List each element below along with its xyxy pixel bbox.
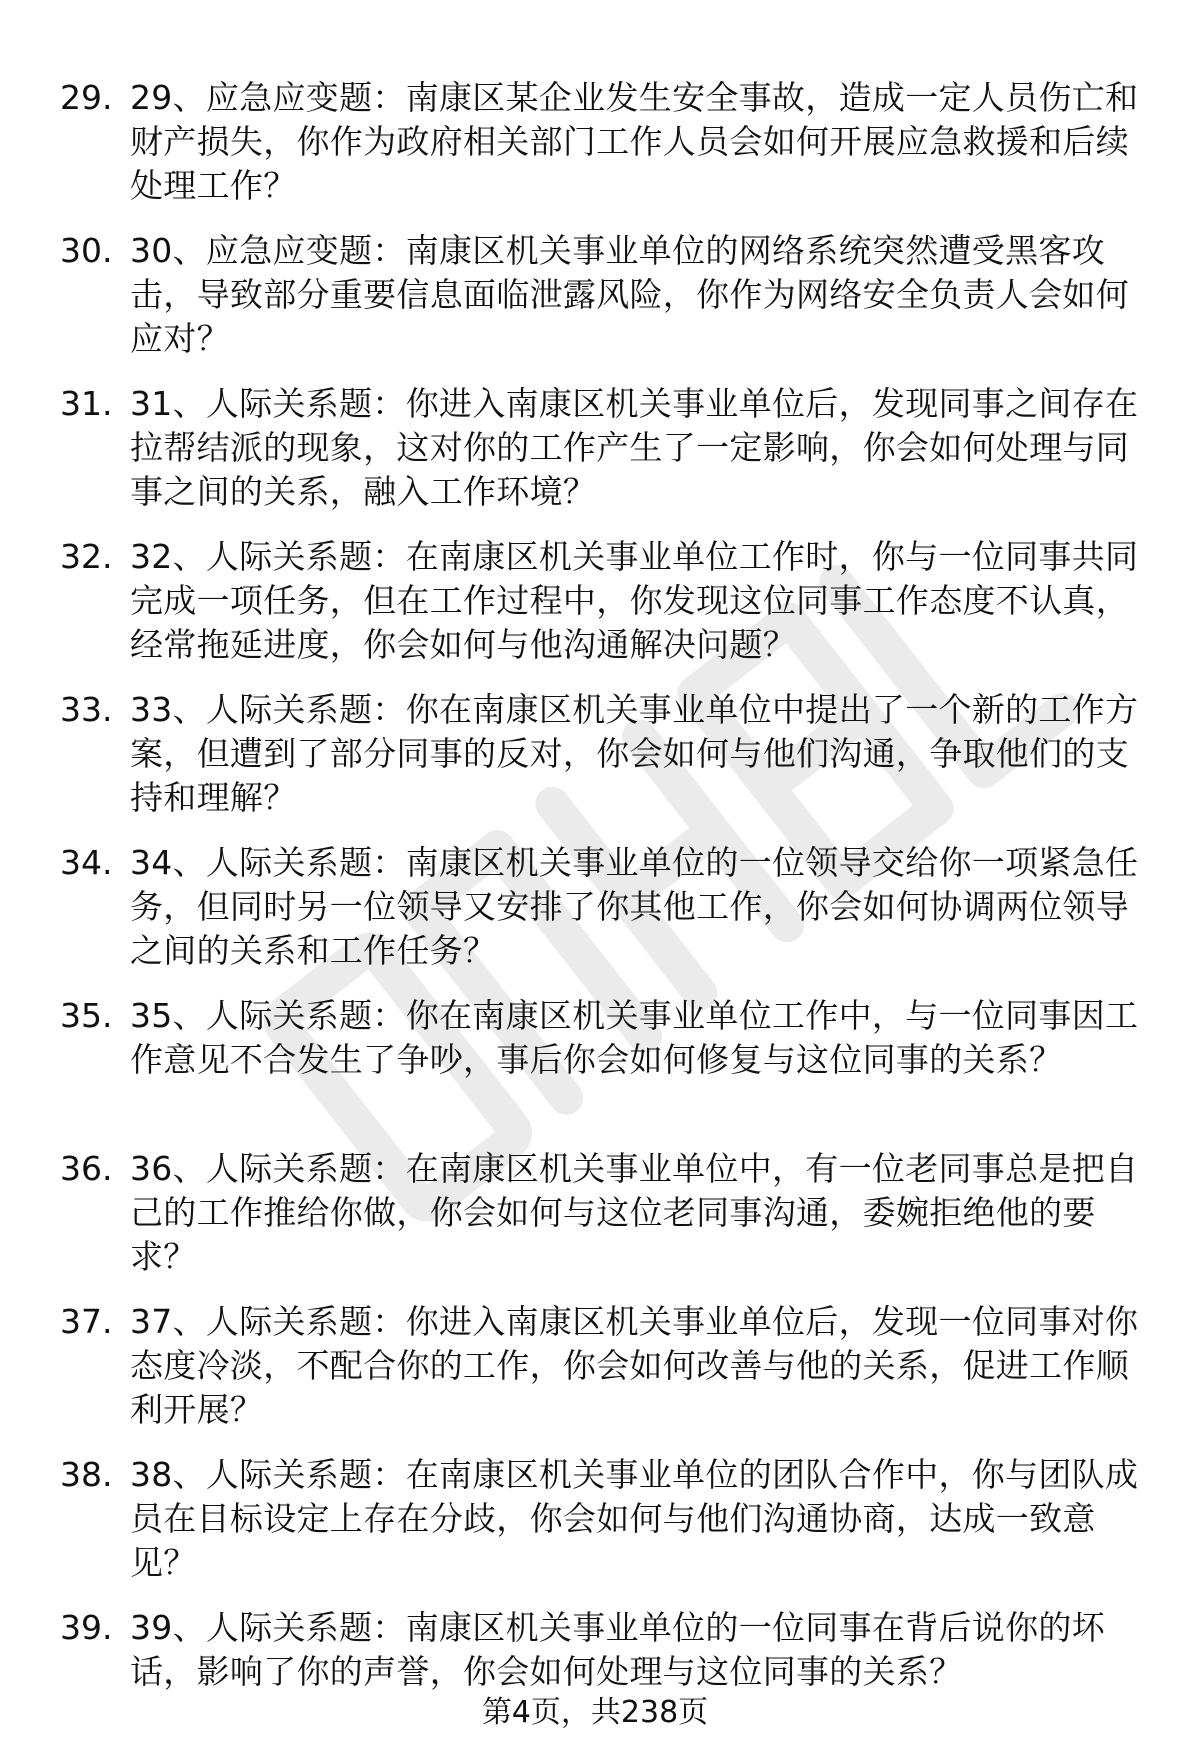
question-list xyxy=(60,76,1160,1755)
question-number: 32. xyxy=(60,537,113,576)
question-number: 30. xyxy=(60,231,113,270)
list-item xyxy=(60,688,1160,841)
list-item xyxy=(60,76,1160,229)
question-number: 33. xyxy=(60,690,113,729)
question-text: 31、人际关系题：你进入南康区机关事业单位后，发现同事之间存在拉帮结派的现象，这对你的工作产生了一定影响，你会如何处理与同事之间的关系，融入工作环境？ xyxy=(130,384,1139,511)
question-number: 34. xyxy=(60,843,113,882)
question-text: 34、人际关系题：南康区机关事业单位的一位领导交给你一项紧急任务，但同时另一位领导又安排了你其他工作，你会如何协调两位领导之间的关系和工作任务？ xyxy=(130,843,1139,970)
list-item xyxy=(60,535,1160,688)
question-text: 38、人际关系题：在南康区机关事业单位的团队合作中，你与团队成员在目标设定上存在分歧，你会如何与他们沟通协商，达成一致意见？ xyxy=(130,1455,1139,1582)
question-text: 33、人际关系题：你在南康区机关事业单位中提出了一个新的工作方案，但遭到了部分同事的反对，你会如何与他们沟通，争取他们的支持和理解？ xyxy=(130,690,1139,817)
question-text: 35、人际关系题：你在南康区机关事业单位工作中，与一位同事因工作意见不合发生了争吵，事后你会如何修复与这位同事的关系？ xyxy=(130,996,1139,1079)
question-text: 36、人际关系题：在南康区机关事业单位中，有一位老同事总是把自己的工作推给你做，你会如何与这位老同事沟通，委婉拒绝他的要求？ xyxy=(130,1149,1139,1276)
question-text: 32、人际关系题：在南康区机关事业单位工作时，你与一位同事共同完成一项任务，但在工作过程中，你发现这位同事工作态度不认真，经常拖延进度，你会如何与他沟通解决问题？ xyxy=(130,537,1139,664)
question-number: 38. xyxy=(60,1455,113,1494)
question-number: 37. xyxy=(60,1302,113,1341)
question-text: 30、应急应变题：南康区机关事业单位的网络系统突然遭受黑客攻击，导致部分重要信息面临泄露风险，你作为网络安全负责人会如何应对？ xyxy=(130,231,1129,358)
question-text: 37、人际关系题：你进入南康区机关事业单位后，发现一位同事对你态度冷淡，不配合你的工作，你会如何改善与他的关系，促进工作顺利开展？ xyxy=(130,1302,1139,1429)
question-number: 29. xyxy=(60,78,113,117)
list-item xyxy=(60,1300,1160,1453)
list-item xyxy=(60,994,1160,1147)
question-number: 31. xyxy=(60,384,113,423)
list-item xyxy=(60,841,1160,994)
question-number: 39. xyxy=(60,1608,113,1647)
list-item xyxy=(60,229,1160,382)
page-footer: 第4页，共238页 xyxy=(481,1695,709,1730)
question-text: 39、人际关系题：南康区机关事业单位的一位同事在背后说你的坏话，影响了你的声誉，你会如何处理与这位同事的关系？ xyxy=(130,1608,1105,1691)
list-item xyxy=(60,1147,1160,1300)
list-item xyxy=(60,382,1160,535)
list-item xyxy=(60,1453,1160,1606)
question-text: 29、应急应变题：南康区某企业发生安全事故，造成一定人员伤亡和财产损失，你作为政府相关部门工作人员会如何开展应急救援和后续处理工作？ xyxy=(130,78,1139,205)
question-number: 35. xyxy=(60,996,113,1035)
question-number: 36. xyxy=(60,1149,113,1188)
